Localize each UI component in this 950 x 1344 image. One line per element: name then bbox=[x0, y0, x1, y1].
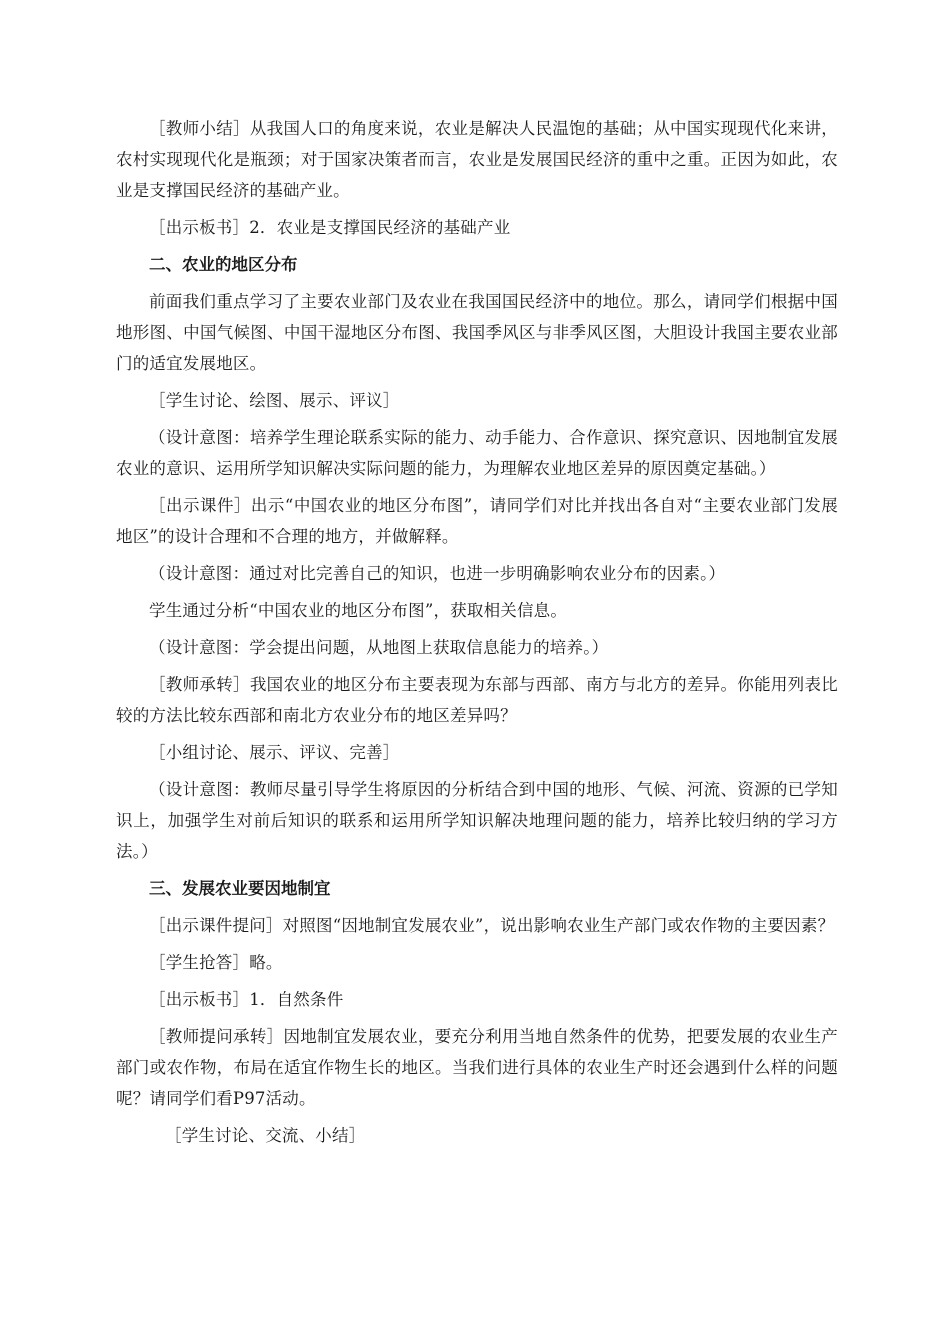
paragraph-design-intent-1: （设计意图：培养学生理论联系实际的能力、动手能力、合作意识、探究意识、因地制宜发展农业的意识、运用所学知识解决实际问题的能力，为理解农业地区差异的原因奠定基础。） bbox=[116, 428, 838, 478]
paragraph-intro-distribution: 前面我们重点学习了主要农业部门及农业在我国国民经济中的地位。那么，请同学们根据中国地形图、中国气候图、中国干湿地区分布图、我国季风区与非季风区图，大胆设计我国主要农业部门的适宜发展地区。 bbox=[116, 292, 838, 373]
section-heading-2: 二、农业的地区分布 bbox=[149, 255, 298, 274]
paragraph-board-note-natural: ［出示板书］1．自然条件 bbox=[149, 990, 344, 1009]
paragraph-board-note-2: ［出示板书］2．农业是支撑国民经济的基础产业 bbox=[149, 218, 511, 237]
paragraph-design-intent-2: （设计意图：通过对比完善自己的知识，也进一步明确影响农业分布的因素。） bbox=[149, 564, 726, 583]
paragraph-group-discussion: ［小组讨论、展示、评议、完善］ bbox=[149, 743, 400, 762]
paragraph-student-discussion: ［学生讨论、绘图、展示、评议］ bbox=[149, 391, 400, 410]
document-body bbox=[116, 113, 838, 1157]
paragraph-courseware-map: ［出示课件］出示“中国农业的地区分布图”，请同学们对比并找出各自对“主要农业部门发展地区”的设计合理和不合理的地方，并做解释。 bbox=[116, 496, 838, 546]
paragraph-teacher-transition: ［教师承转］我国农业的地区分布主要表现为东部与西部、南方与北方的差异。你能用列表比较的方法比较东西部和南北方农业分布的地区差异吗？ bbox=[116, 675, 838, 725]
section-heading-3: 三、发展农业要因地制宜 bbox=[149, 879, 331, 898]
paragraph-student-analysis: 学生通过分析“中国农业的地区分布图”，获取相关信息。 bbox=[149, 601, 568, 620]
paragraph-design-intent-4: （设计意图：教师尽量引导学生将原因的分析结合到中国的地形、气候、河流、资源的已学知识上，加强学生对前后知识的联系和运用所学知识解决地理问题的能力，培养比较归纳的学习方法。） bbox=[116, 780, 838, 861]
paragraph-student-answer: ［学生抢答］略。 bbox=[149, 953, 283, 972]
paragraph-teacher-summary: ［教师小结］从我国人口的角度来说，农业是解决人民温饱的基础；从中国实现现代化来讲，农村实现现代化是瓶颈；对于国家决策者而言，农业是发展国民经济的重中之重。正因为如此，农业是支撑国民经济的基础产业。 bbox=[116, 119, 838, 200]
paragraph-courseware-question: ［出示课件提问］对照图“因地制宜发展农业”，说出影响农业生产部门或农作物的主要因素？ bbox=[149, 916, 835, 935]
paragraph-student-summary: ［学生讨论、交流、小结］ bbox=[165, 1126, 366, 1145]
paragraph-teacher-question-transition: ［教师提问承转］因地制宜发展农业，要充分利用当地自然条件的优势，把要发展的农业生产部门或农作物，布局在适宜作物生长的地区。当我们进行具体的农业生产时还会遇到什么样的问题呢？请同学们看P97活动。 bbox=[116, 1027, 838, 1108]
paragraph-design-intent-3: （设计意图：学会提出问题，从地图上获取信息能力的培养。） bbox=[149, 638, 609, 657]
